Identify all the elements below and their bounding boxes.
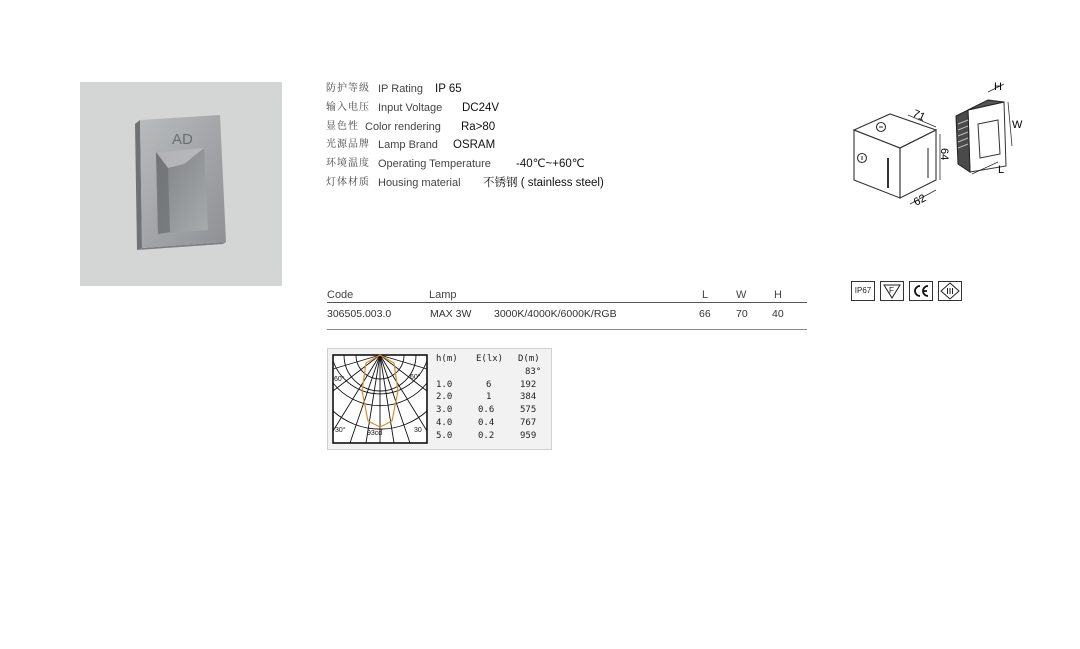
intensity-label: 93cd — [367, 430, 383, 437]
spec-label-en: Housing material — [378, 176, 461, 189]
spec-label-cn: 环境温度 — [326, 158, 370, 170]
angle-label-right-top: 60° — [410, 374, 421, 381]
table-bottom-divider — [327, 329, 807, 330]
class-iii-icon — [938, 281, 962, 301]
spec-label-cn: 灯体材质 — [326, 176, 370, 188]
dimension-height: 64 — [938, 148, 950, 161]
table-row — [436, 391, 548, 404]
cell-illuminance: 1 — [486, 392, 492, 403]
cell-l: 66 — [699, 308, 711, 320]
spec-row — [326, 136, 646, 155]
spec-label-en: Input Voltage — [378, 101, 443, 114]
cell-illuminance: 6 — [486, 379, 492, 390]
cell-height: 5.0 — [436, 430, 453, 441]
cell-diameter: 575 — [520, 405, 537, 416]
spec-value: IP 65 — [435, 83, 462, 95]
header-diameter: D(m) — [518, 354, 540, 364]
side-label-w: W — [1012, 119, 1023, 131]
beam-angle: 83° — [525, 366, 542, 377]
ce-mark-icon — [909, 281, 933, 301]
spec-label-en: Lamp Brand — [378, 139, 438, 152]
cell-height: 2.0 — [436, 392, 453, 403]
spec-value: 不锈钢 ( stainless steel) — [483, 176, 604, 189]
svg-text:F: F — [889, 286, 894, 295]
cell-diameter: 192 — [520, 379, 537, 390]
table-row — [436, 430, 548, 443]
spec-list — [326, 80, 646, 193]
spec-label-cn: 防护等级 — [326, 83, 370, 94]
spec-label-cn: 光源品牌 — [326, 139, 370, 151]
spec-label-en: Operating Temperature — [378, 158, 491, 171]
illuminance-table — [436, 353, 548, 443]
product-photo — [80, 82, 282, 286]
table-row — [436, 379, 548, 392]
polar-light-curve — [330, 351, 434, 451]
spec-row — [326, 174, 646, 193]
table-header-divider — [327, 302, 807, 303]
cell-illuminance: 0.6 — [478, 405, 495, 416]
cell-diameter: 767 — [520, 417, 537, 428]
cell-cct: 3000K/4000K/6000K/RGB — [494, 308, 617, 320]
spec-row — [326, 155, 646, 174]
spec-row — [326, 118, 646, 137]
dimension-width: 62 — [911, 192, 929, 209]
side-label-l: L — [998, 164, 1005, 176]
dimension-depth: 71 — [910, 107, 927, 124]
cell-illuminance: 0.4 — [478, 417, 495, 428]
illuminance-header-row — [436, 353, 548, 366]
spec-row — [326, 80, 646, 99]
cell-height: 4.0 — [436, 417, 453, 428]
f-mark-icon — [880, 281, 904, 301]
spec-label-en: IP Rating — [378, 83, 424, 95]
table-row — [436, 404, 548, 417]
ip67-icon: IP67 — [851, 281, 875, 301]
column-header-h: H — [774, 289, 782, 301]
spec-row — [326, 99, 646, 118]
angle-label-left-bottom: 30° — [335, 427, 346, 434]
column-header-w: W — [736, 289, 747, 301]
cell-height: 3.0 — [436, 405, 453, 416]
cell-power: MAX 3W — [430, 308, 472, 320]
cell-w: 70 — [736, 308, 748, 320]
spec-label-en: Color rendering — [365, 120, 441, 133]
cell-illuminance: 0.2 — [478, 430, 495, 441]
cell-diameter: 959 — [520, 430, 537, 441]
column-header-l: L — [702, 289, 709, 301]
spec-label-cn: 输入电压 — [326, 101, 370, 113]
spec-value: OSRAM — [453, 139, 496, 152]
side-drawing — [948, 80, 1028, 175]
cell-code: 306505.003.0 — [327, 308, 392, 320]
angle-label-left-top: 60° — [334, 376, 345, 383]
product-logo: AD — [172, 131, 193, 148]
column-header-code: Code — [327, 289, 354, 301]
cell-diameter: 384 — [520, 392, 537, 403]
photometric-diagram — [327, 348, 552, 450]
side-label-h: H — [994, 81, 1002, 93]
dimension-drawing — [848, 100, 948, 210]
spec-value: DC24V — [462, 101, 500, 114]
table-row — [436, 417, 548, 430]
cell-h: 40 — [772, 308, 784, 320]
cell-height: 1.0 — [436, 379, 453, 390]
spec-value: -40℃~+60℃ — [516, 158, 585, 171]
angle-label-right-bottom: 30 — [414, 427, 422, 434]
spec-label-cn: 显色性 — [326, 120, 359, 132]
beam-angle-row — [436, 366, 548, 379]
header-illuminance: E(lx) — [476, 354, 504, 364]
header-height: h(m) — [436, 354, 458, 364]
spec-value: Ra>80 — [461, 120, 496, 133]
column-header-lamp: Lamp — [429, 289, 457, 301]
